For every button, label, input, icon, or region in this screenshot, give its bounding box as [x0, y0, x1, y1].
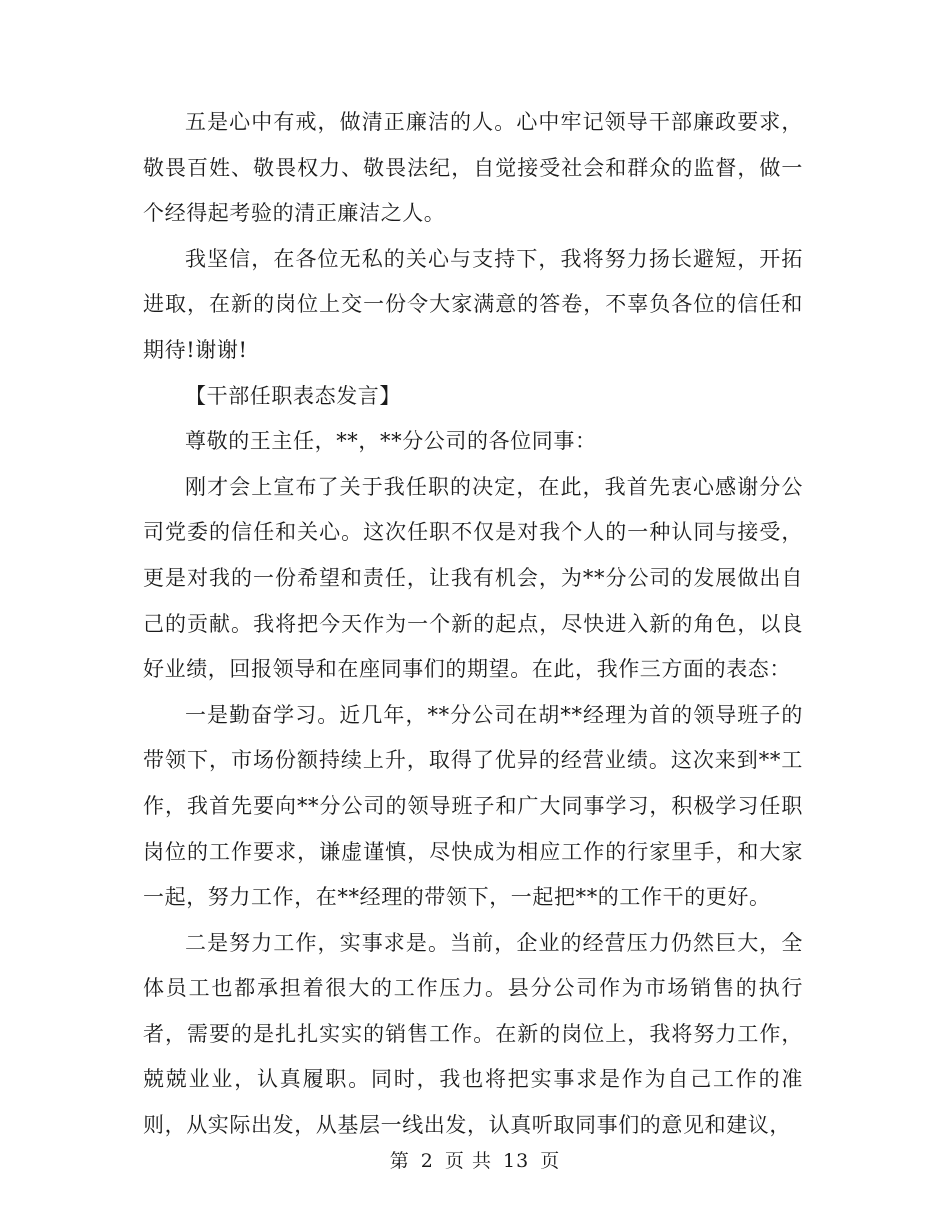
document-body — [143, 100, 803, 1149]
section-heading: 【干部任职表态发言】 — [185, 383, 401, 408]
paragraph-point-two: 二是努力工作，实事求是。当前，企业的经营压力仍然巨大，全体员工也都承担着很大的工作压力。县分公司作为市场销售的执行者，需要的是扎扎实实的销售工作。在新的岗位上，我将努力工作，兢兢业业，认真履职。同时，我也将把实事求是作为自己工作的准则，从实际出发，从基层一线出发，认真听取同事们的意见和建议， — [143, 930, 803, 1138]
paragraph-opening: 刚才会上宣布了关于我任职的决定，在此，我首先衷心感谢分公司党委的信任和关心。这次任职不仅是对我个人的一种认同与接受，更是对我的一份希望和责任，让我有机会，为**分公司的发展做出自己的贡献。我将把今天作为一个新的起点，尽快进入新的角色，以良好业绩，回报领导和在座同事们的期望。在此，我作三方面的表态： — [143, 474, 803, 682]
paragraph-closing: 我坚信，在各位无私的关心与支持下，我将努力扬长避短，开拓进取，在新的岗位上交一份令大家满意的答卷，不辜负各位的信任和期待!谢谢! — [143, 246, 803, 362]
paragraph-integrity: 五是心中有戒，做清正廉洁的人。心中牢记领导干部廉政要求，敬畏百姓、敬畏权力、敬畏法纪，自觉接受社会和群众的监督，做一个经得起考验的清正廉洁之人。 — [143, 110, 803, 226]
paragraph-point-one: 一是勤奋学习。近几年，**分公司在胡**经理为首的领导班子的带领下，市场份额持续上升，取得了优异的经营业绩。这次来到**工作，我首先要向**分公司的领导班子和广大同事学习，积极学习任职岗位的工作要求，谦虚谨慎，尽快成为相应工作的行家里手，和大家一起，努力工作，在**经理的带领下，一起把**的工作干的更好。 — [143, 702, 803, 910]
footer-prefix: 第 — [389, 1150, 410, 1172]
salutation: 尊敬的王主任，**，**分公司的各位同事： — [185, 429, 597, 454]
footer-current-page: 2 — [420, 1150, 434, 1172]
footer-suffix: 页 — [540, 1150, 561, 1172]
page-number-footer — [0, 1146, 950, 1173]
footer-middle: 页 共 — [444, 1150, 492, 1172]
footer-total-pages: 13 — [503, 1150, 530, 1172]
